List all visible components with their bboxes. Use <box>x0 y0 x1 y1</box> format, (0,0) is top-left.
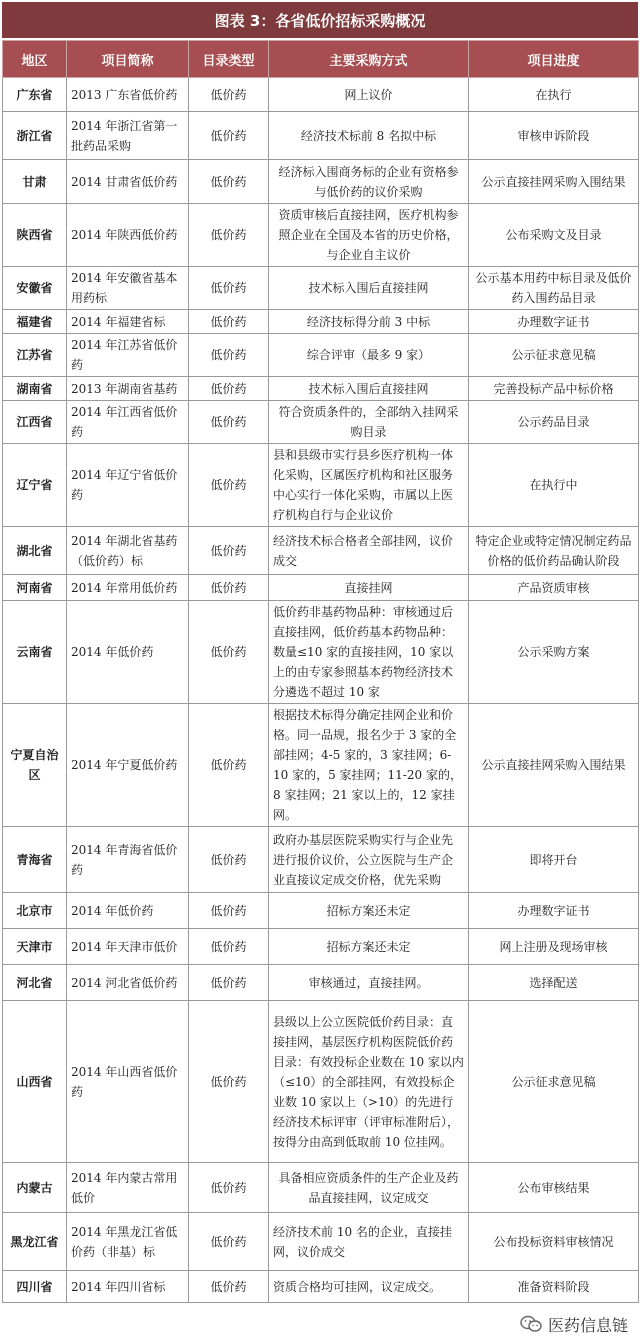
table-row <box>3 267 639 310</box>
progress-cell: 办理数字证书 <box>469 893 639 929</box>
region-cell: 内蒙古 <box>3 1163 67 1213</box>
progress-cell: 公示直接挂网采购入围结果 <box>469 704 639 827</box>
catalog-type-cell: 低价药 <box>189 965 269 1001</box>
catalog-type-cell: 低价药 <box>189 1001 269 1163</box>
project-name-cell: 2014 年湖北省基药（低价药）标 <box>67 527 189 575</box>
catalog-type-cell: 低价药 <box>189 827 269 893</box>
catalog-type-cell: 低价药 <box>189 527 269 575</box>
procurement-method-cell: 技术标入围后直接挂网 <box>269 377 469 401</box>
progress-cell: 公示征求意见稿 <box>469 1001 639 1163</box>
catalog-type-cell: 低价药 <box>189 893 269 929</box>
progress-cell: 公示直接挂网采购入围结果 <box>469 160 639 204</box>
table-row <box>3 965 639 1001</box>
progress-cell: 在执行 <box>469 78 639 112</box>
table-row <box>3 1271 639 1303</box>
table-row <box>3 1001 639 1163</box>
project-name-cell: 2014 年浙江省第一批药品采购 <box>67 112 189 160</box>
procurement-method-cell: 经济技术标合格者全部挂网，议价成交 <box>269 527 469 575</box>
project-name-cell: 2014 河北省低价药 <box>67 965 189 1001</box>
procurement-method-cell: 综合评审（最多 9 家） <box>269 334 469 377</box>
catalog-type-cell: 低价药 <box>189 334 269 377</box>
procurement-method-cell: 具备相应资质条件的生产企业及药品直接挂网，议定成交 <box>269 1163 469 1213</box>
header-region: 地区 <box>3 41 67 78</box>
region-cell: 陕西省 <box>3 204 67 267</box>
procurement-table <box>2 40 639 1303</box>
catalog-type-cell: 低价药 <box>189 204 269 267</box>
header-row <box>3 41 639 78</box>
progress-cell: 即将开台 <box>469 827 639 893</box>
project-name-cell: 2014 年黑龙江省低价药（非基）标 <box>67 1213 189 1271</box>
catalog-type-cell: 低价药 <box>189 78 269 112</box>
procurement-method-cell: 符合资质条件的，全部纳入挂网采购目录 <box>269 401 469 444</box>
procurement-method-cell: 根据技术标得分确定挂网企业和价格。同一品规，报名少于 3 家的全部挂网；4-5 家的，3 家挂网；6-10 家的，5 家挂网；11-20 家的，8 家挂网；21 家以上的，12 家挂网。 <box>269 704 469 827</box>
progress-cell: 公示采购方案 <box>469 601 639 704</box>
region-cell: 宁夏自治区 <box>3 704 67 827</box>
region-cell: 天津市 <box>3 929 67 965</box>
region-cell: 黑龙江省 <box>3 1213 67 1271</box>
wechat-icon <box>520 1315 542 1333</box>
table-row <box>3 929 639 965</box>
header-project-name: 项目简称 <box>67 41 189 78</box>
progress-cell: 选择配送 <box>469 965 639 1001</box>
region-cell: 湖南省 <box>3 377 67 401</box>
table-row <box>3 827 639 893</box>
table-row <box>3 704 639 827</box>
header-procurement-method: 主要采购方式 <box>269 41 469 78</box>
region-cell: 甘肃 <box>3 160 67 204</box>
project-name-cell: 2014 年山西省低价药 <box>67 1001 189 1163</box>
catalog-type-cell: 低价药 <box>189 160 269 204</box>
region-cell: 浙江省 <box>3 112 67 160</box>
region-cell: 福建省 <box>3 310 67 334</box>
progress-cell: 网上注册及现场审核 <box>469 929 639 965</box>
project-name-cell: 2013 年湖南省基药 <box>67 377 189 401</box>
region-cell: 辽宁省 <box>3 444 67 527</box>
procurement-method-cell: 经济标入围商务标的企业有资格参与低价药的议价采购 <box>269 160 469 204</box>
table-title: 图表 3：各省低价招标采购概况 <box>2 2 638 38</box>
project-name-cell: 2014 年江西省低价药 <box>67 401 189 444</box>
progress-cell: 完善投标产品中标价格 <box>469 377 639 401</box>
catalog-type-cell: 低价药 <box>189 575 269 601</box>
catalog-type-cell: 低价药 <box>189 444 269 527</box>
table-row <box>3 160 639 204</box>
catalog-type-cell: 低价药 <box>189 1213 269 1271</box>
region-cell: 青海省 <box>3 827 67 893</box>
procurement-method-cell: 经济技术前 10 名的企业，直接挂网，议价成交 <box>269 1213 469 1271</box>
procurement-method-cell: 低价药非基药物品种：审核通过后直接挂网，低价药基本药物品种：数量≤10 家的直接挂网，10 家以上的由专家参照基本药物经济技术分遴选不超过 10 家 <box>269 601 469 704</box>
procurement-method-cell: 招标方案还未定 <box>269 929 469 965</box>
procurement-method-cell: 县和县级市实行县乡医疗机构一体化采购，区属医疗机构和社区服务中心实行一体化采购，市属以上医疗机构自行与企业议价 <box>269 444 469 527</box>
table-row <box>3 527 639 575</box>
project-name-cell: 2014 年低价药 <box>67 601 189 704</box>
watermark <box>514 1311 634 1337</box>
procurement-method-cell: 网上议价 <box>269 78 469 112</box>
catalog-type-cell: 低价药 <box>189 601 269 704</box>
table-body <box>3 78 639 1303</box>
header-progress: 项目进度 <box>469 41 639 78</box>
project-name-cell: 2014 年辽宁省低价药 <box>67 444 189 527</box>
procurement-method-cell: 县级以上公立医院低价药目录：直接挂网，基层医疗机构医院低价药目录：有效投标企业数在 10 家以内（≤10）的全部挂网，有效投标企业数 10 家以上（>10）的先进行经济技术标评审（评审标准附后），按得分由高到低取前 10 位挂网。 <box>269 1001 469 1163</box>
table-row <box>3 204 639 267</box>
table-row <box>3 444 639 527</box>
table-row <box>3 401 639 444</box>
progress-cell: 公布审核结果 <box>469 1163 639 1213</box>
table-row <box>3 112 639 160</box>
region-cell: 江西省 <box>3 401 67 444</box>
project-name-cell: 2014 年宁夏低价药 <box>67 704 189 827</box>
progress-cell: 准备资料阶段 <box>469 1271 639 1303</box>
procurement-method-cell: 招标方案还未定 <box>269 893 469 929</box>
header-catalog-type: 目录类型 <box>189 41 269 78</box>
region-cell: 广东省 <box>3 78 67 112</box>
catalog-type-cell: 低价药 <box>189 112 269 160</box>
table-row <box>3 78 639 112</box>
catalog-type-cell: 低价药 <box>189 704 269 827</box>
progress-cell: 公示基本用药中标目录及低价药入围药品目录 <box>469 267 639 310</box>
procurement-method-cell: 审核通过，直接挂网。 <box>269 965 469 1001</box>
progress-cell: 审核申诉阶段 <box>469 112 639 160</box>
procurement-method-cell: 经济技术标前 8 名拟中标 <box>269 112 469 160</box>
catalog-type-cell: 低价药 <box>189 401 269 444</box>
project-name-cell: 2014 年低价药 <box>67 893 189 929</box>
project-name-cell: 2014 年四川省标 <box>67 1271 189 1303</box>
region-cell: 北京市 <box>3 893 67 929</box>
project-name-cell: 2013 广东省低价药 <box>67 78 189 112</box>
project-name-cell: 2014 年陕西低价药 <box>67 204 189 267</box>
table-row <box>3 601 639 704</box>
table-row <box>3 377 639 401</box>
table-row <box>3 1213 639 1271</box>
project-name-cell: 2014 年天津市低价 <box>67 929 189 965</box>
project-name-cell: 2014 甘肃省低价药 <box>67 160 189 204</box>
project-name-cell: 2014 年青海省低价药 <box>67 827 189 893</box>
progress-cell: 公示征求意见稿 <box>469 334 639 377</box>
region-cell: 江苏省 <box>3 334 67 377</box>
region-cell: 河北省 <box>3 965 67 1001</box>
table-row <box>3 310 639 334</box>
procurement-method-cell: 技术标入围后直接挂网 <box>269 267 469 310</box>
region-cell: 四川省 <box>3 1271 67 1303</box>
progress-cell: 产品资质审核 <box>469 575 639 601</box>
project-name-cell: 2014 年内蒙古常用低价 <box>67 1163 189 1213</box>
progress-cell: 公布投标资料审核情况 <box>469 1213 639 1271</box>
project-name-cell: 2014 年福建省标 <box>67 310 189 334</box>
project-name-cell: 2014 年常用低价药 <box>67 575 189 601</box>
progress-cell: 办理数字证书 <box>469 310 639 334</box>
progress-cell: 公布采购文及目录 <box>469 204 639 267</box>
procurement-method-cell: 政府办基层医院采购实行与企业先进行报价议价，公立医院与生产企业直接议定成交价格，优先采购 <box>269 827 469 893</box>
catalog-type-cell: 低价药 <box>189 377 269 401</box>
progress-cell: 公示药品目录 <box>469 401 639 444</box>
table-row <box>3 893 639 929</box>
region-cell: 山西省 <box>3 1001 67 1163</box>
catalog-type-cell: 低价药 <box>189 1163 269 1213</box>
region-cell: 安徽省 <box>3 267 67 310</box>
procurement-method-cell: 资质合格均可挂网，议定成交。 <box>269 1271 469 1303</box>
procurement-method-cell: 资质审核后直接挂网，医疗机构参照企业在全国及本省的历史价格，与企业自主议价 <box>269 204 469 267</box>
catalog-type-cell: 低价药 <box>189 267 269 310</box>
watermark-text: 医药信息链 <box>547 1315 628 1335</box>
catalog-type-cell: 低价药 <box>189 310 269 334</box>
table-row <box>3 1163 639 1213</box>
region-cell: 云南省 <box>3 601 67 704</box>
catalog-type-cell: 低价药 <box>189 929 269 965</box>
region-cell: 湖北省 <box>3 527 67 575</box>
catalog-type-cell: 低价药 <box>189 1271 269 1303</box>
table-row <box>3 334 639 377</box>
procurement-method-cell: 经济技标得分前 3 中标 <box>269 310 469 334</box>
progress-cell: 特定企业或特定情况制定药品价格的低价药品确认阶段 <box>469 527 639 575</box>
project-name-cell: 2014 年江苏省低价药 <box>67 334 189 377</box>
table-row <box>3 575 639 601</box>
region-cell: 河南省 <box>3 575 67 601</box>
progress-cell: 在执行中 <box>469 444 639 527</box>
procurement-method-cell: 直接挂网 <box>269 575 469 601</box>
project-name-cell: 2014 年安徽省基本用药标 <box>67 267 189 310</box>
